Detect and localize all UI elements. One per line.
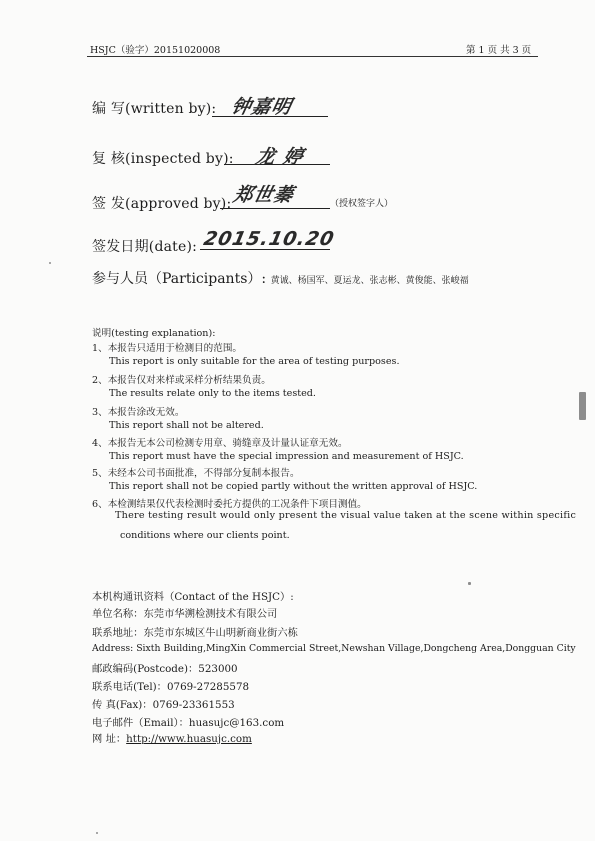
- explanation-item: 6、本检测结果仅代表检测时委托方提供的工况条件下项目测值。: [92, 499, 367, 510]
- explanation-item-en: The results relate only to the items tested.: [109, 388, 316, 399]
- contact-title: 本机构通讯资料（Contact of the HSJC）:: [92, 591, 294, 603]
- explanation-title: 说明(testing explanation):: [92, 328, 216, 339]
- participants-label: 参与人员（Participants）:: [92, 271, 267, 287]
- authorized-signatory-note: （授权签字人）: [330, 199, 394, 209]
- scan-speck: [96, 832, 98, 834]
- approved-by-signature: 郑世蓁: [231, 184, 297, 206]
- approved-by-line: [220, 208, 330, 209]
- issue-date-value: 2015.10.20: [201, 228, 337, 250]
- explanation-item-en: This report shall not be copied partly without the written approval of HSJC.: [109, 481, 478, 492]
- contact-tel: 联系电话(Tel)：0769-27285578: [92, 681, 250, 693]
- explanation-item-en: There testing result would only present the visual value taken at the scene within specific: [115, 510, 577, 521]
- contact-fax: 传 真(Fax)：0769-23361553: [92, 699, 235, 711]
- explanation-item: 4、本报告无本公司检测专用章、骑缝章及计量认证章无效。: [92, 438, 348, 449]
- explanation-item-en: This report is only suitable for the area of testing purposes.: [109, 356, 400, 367]
- explanation-item: 5、未经本公司书面批准，不得部分复制本报告。: [92, 468, 300, 479]
- page-indicator: 第 1 页 共 3 页: [466, 45, 532, 56]
- inspected-by-signature: 龙 婷: [253, 146, 306, 168]
- header-divider: [87, 56, 538, 57]
- explanation-item: 2、本报告仅对来样或采样分析结果负责。: [92, 375, 271, 386]
- scan-speck: [468, 582, 471, 585]
- website-link[interactable]: http://www.huasujc.com: [126, 733, 252, 745]
- explanation-item-en-continued: conditions where our clients point.: [120, 530, 290, 541]
- contact-address-en: Address: Sixth Building,MingXin Commercial Street,Newshan Village,Dongcheng Area,Dongguan City: [92, 643, 576, 654]
- contact-email: 电子邮件（Email）：huasujc@163.com: [92, 717, 285, 729]
- website-label: 网 址：: [92, 733, 127, 745]
- explanation-item-en: This report must have the special impression and measurement of HSJC.: [109, 451, 464, 462]
- participants-names: 黄诚、杨国军、夏运龙、张志彬、黄俊能、张峻福: [270, 276, 469, 286]
- written-by-signature: 钟嘉明: [229, 96, 295, 118]
- contact-address-cn: 联系地址：东莞市东城区牛山明新商业街六栋: [92, 627, 298, 639]
- explanation-item-en: This report shall not be altered.: [109, 420, 264, 431]
- explanation-item: 1、本报告只适用于检测目的范围。: [92, 343, 243, 354]
- issue-date-label: 签发日期(date):: [92, 239, 198, 255]
- report-number: HSJC（验字）20151020008: [90, 45, 221, 56]
- scan-speck: [49, 262, 51, 264]
- inspected-by-label: 复 核(inspected by):: [92, 151, 234, 167]
- contact-website: [92, 730, 252, 745]
- written-by-label: 编 写(written by):: [92, 101, 217, 117]
- contact-postcode: 邮政编码(Postcode)：523000: [92, 663, 238, 675]
- approved-by-label: 签 发(approved by):: [92, 196, 232, 212]
- explanation-item: 3、本报告涂改无效。: [92, 407, 185, 418]
- contact-unit: 单位名称：东莞市华溯检测技术有限公司: [92, 608, 278, 620]
- participants: [92, 268, 469, 288]
- scan-mark: [579, 392, 586, 420]
